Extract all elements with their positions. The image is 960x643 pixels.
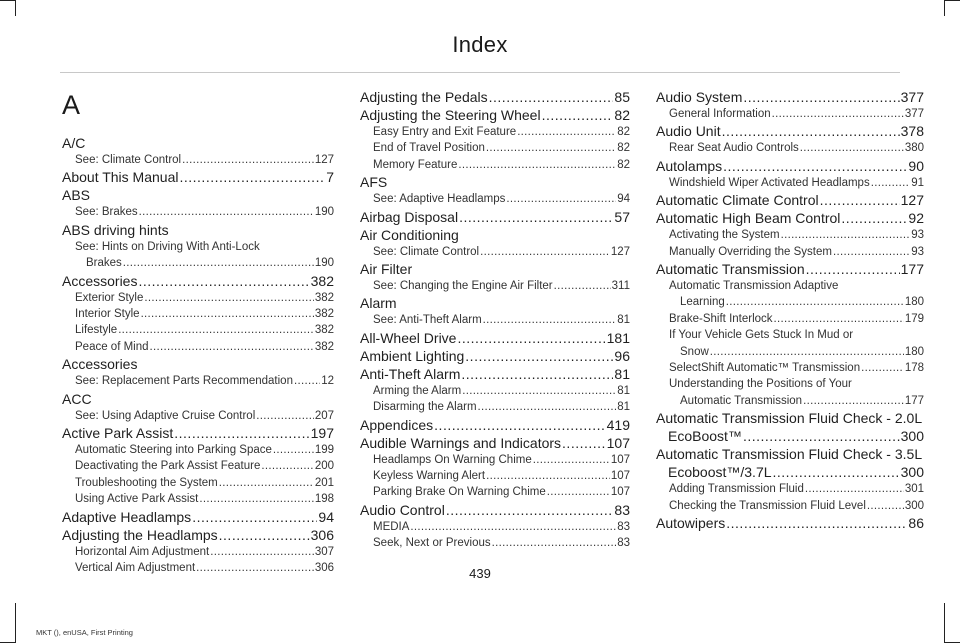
index-entry xyxy=(656,122,924,140)
dot-leader xyxy=(773,463,900,481)
entry-page-number[interactable]: 378 xyxy=(900,123,924,140)
crop-mark xyxy=(0,0,16,1)
entry-label: Adjusting the Headlamps xyxy=(62,526,218,543)
page-title: Index xyxy=(452,32,508,57)
entry-page-number[interactable]: 382 xyxy=(310,272,334,289)
index-entry xyxy=(656,260,924,278)
index-subentry xyxy=(360,399,630,415)
index-heading: Air Conditioning xyxy=(360,226,459,243)
dot-leader xyxy=(138,272,309,290)
dot-leader xyxy=(722,122,900,140)
entry-label: Horizontal Aim Adjustment xyxy=(75,545,210,558)
index-subentry xyxy=(62,152,334,168)
dot-leader xyxy=(800,140,904,156)
crop-mark xyxy=(15,0,16,16)
index-subentry xyxy=(360,244,630,260)
dot-leader xyxy=(192,508,317,526)
entry-label: Adjusting the Steering Wheel xyxy=(360,107,541,123)
dot-leader xyxy=(461,365,613,383)
entry-page-number[interactable]: 127 xyxy=(610,245,630,258)
dot-leader xyxy=(820,191,900,209)
entry-page-number[interactable]: 127 xyxy=(314,154,334,166)
index-subentry xyxy=(656,481,924,497)
dot-leader xyxy=(861,360,904,376)
entry-page-number[interactable]: 177 xyxy=(900,261,924,278)
entry-page-number[interactable]: 81 xyxy=(617,314,630,327)
dot-leader xyxy=(219,526,310,544)
entry-label: Accessories xyxy=(62,272,138,289)
entry-page-number[interactable]: 85 xyxy=(614,89,630,105)
entry-page-number[interactable]: 107 xyxy=(610,470,630,483)
index-heading: Alarm xyxy=(360,295,397,312)
dot-leader xyxy=(726,294,904,310)
index-subentry xyxy=(360,278,630,294)
index-subentry xyxy=(360,484,630,500)
entry-label: General Information xyxy=(669,108,771,120)
entry-page-number[interactable]: 181 xyxy=(606,329,630,346)
dot-leader xyxy=(803,393,904,409)
index-entry xyxy=(360,416,630,434)
entry-label: SelectShift Automatic™ Transmission xyxy=(669,362,861,375)
dot-leader xyxy=(723,157,907,175)
index-subentry xyxy=(656,360,924,376)
entry-page-number[interactable]: 190 xyxy=(314,206,334,219)
entry-page-number[interactable]: 300 xyxy=(904,499,924,512)
index-subentry xyxy=(360,519,630,535)
entry-label: Autowipers xyxy=(656,515,726,532)
entry-page-number[interactable]: 178 xyxy=(904,362,924,375)
dot-leader xyxy=(294,373,320,389)
dot-leader xyxy=(486,140,616,156)
index-heading: Automatic Transmission Fluid Check - 3.5L xyxy=(656,446,923,463)
entry-label: See: Climate Control xyxy=(75,154,182,166)
index-entry xyxy=(656,157,924,175)
entry-page-number[interactable]: 306 xyxy=(314,562,334,575)
dot-leader xyxy=(123,255,314,271)
entry-page-number[interactable]: 199 xyxy=(314,444,334,457)
crop-mark xyxy=(944,603,945,643)
entry-page-number[interactable]: 382 xyxy=(314,340,334,353)
entry-page-number[interactable]: 82 xyxy=(617,142,630,155)
entry-page-number[interactable]: 300 xyxy=(900,464,924,481)
dot-leader xyxy=(256,408,314,424)
index-subentry: Understanding the Positions of Your xyxy=(669,378,852,391)
index-entry xyxy=(62,526,334,544)
dot-leader xyxy=(781,227,911,243)
dot-leader xyxy=(182,152,314,168)
page-number: 439 xyxy=(469,566,491,581)
index-entry xyxy=(62,508,334,526)
index-heading: Automatic Transmission Fluid Check - 2.0L xyxy=(656,410,923,427)
entry-page-number[interactable]: 180 xyxy=(904,296,924,309)
entry-label: See: Brakes xyxy=(75,206,138,219)
entry-label: Audible Warnings and Indicators xyxy=(360,434,562,451)
crop-mark xyxy=(944,0,960,1)
entry-page-number[interactable]: 96 xyxy=(614,347,630,364)
dot-leader xyxy=(139,204,314,220)
entry-label: Automatic Steering into Parking Space xyxy=(75,444,272,457)
dot-leader xyxy=(562,434,606,452)
entry-label: Brake-Shift Interlock xyxy=(669,312,773,325)
footer-text: MKT (), enUSA, First Printing xyxy=(36,628,133,637)
dot-leader xyxy=(489,88,614,106)
entry-label: Active Park Assist xyxy=(62,425,174,442)
dot-leader xyxy=(774,311,904,327)
dot-leader xyxy=(806,260,900,278)
entry-label: Snow xyxy=(680,345,709,358)
entry-label: Deactivating the Park Assist Feature xyxy=(75,460,261,473)
entry-page-number[interactable]: 81 xyxy=(614,365,630,382)
index-subentry xyxy=(62,255,334,271)
dot-leader xyxy=(871,175,911,191)
dot-leader xyxy=(144,290,313,306)
index-subentry xyxy=(656,311,924,327)
index-heading: Accessories xyxy=(62,356,138,373)
index-subentry xyxy=(656,498,924,514)
index-entry xyxy=(360,434,630,452)
dot-leader xyxy=(533,452,610,468)
entry-page-number[interactable]: 127 xyxy=(900,192,924,209)
entry-label: Keyless Warning Alert xyxy=(373,470,486,483)
entry-page-number[interactable]: 311 xyxy=(611,280,630,293)
entry-page-number[interactable]: 377 xyxy=(900,89,924,105)
entry-label: Activating the System xyxy=(669,229,780,242)
entry-label: Arming the Alarm xyxy=(373,384,462,397)
entry-label: Adjusting the Pedals xyxy=(360,89,488,105)
entry-label: See: Replacement Parts Recommendation xyxy=(75,375,293,388)
index-entry xyxy=(360,347,630,365)
dot-leader xyxy=(150,339,314,355)
crop-mark xyxy=(15,603,16,643)
index-subentry xyxy=(360,452,630,468)
index-entry xyxy=(360,208,630,226)
index-subentry xyxy=(62,290,334,306)
index-subentry xyxy=(360,535,630,551)
index-subentry xyxy=(656,244,924,260)
index-subentry xyxy=(360,312,630,328)
entry-page-number[interactable]: 382 xyxy=(314,291,334,304)
entry-page-number[interactable]: 180 xyxy=(904,345,924,358)
entry-label: MEDIA xyxy=(373,520,410,533)
index-subentry xyxy=(360,191,630,207)
entry-label: Exterior Style xyxy=(75,291,144,304)
crop-mark xyxy=(944,0,945,16)
entry-label: Audio Unit xyxy=(656,123,721,140)
index-subentry xyxy=(62,204,334,220)
entry-page-number[interactable]: 382 xyxy=(314,308,334,321)
entry-page-number[interactable]: 200 xyxy=(314,460,334,473)
index-subentry xyxy=(656,140,924,156)
entry-label: See: Climate Control xyxy=(373,245,480,258)
index-column-2 xyxy=(360,88,630,552)
entry-page-number[interactable]: 83 xyxy=(614,501,630,518)
index-subentry xyxy=(656,344,924,360)
entry-label: Headlamps On Warning Chime xyxy=(373,453,532,466)
entry-page-number[interactable]: 93 xyxy=(911,245,924,258)
entry-label: Brakes xyxy=(86,257,122,270)
index-subentry: Automatic Transmission Adaptive xyxy=(669,280,839,293)
dot-leader xyxy=(483,312,617,328)
entry-label: Audio System xyxy=(656,89,743,105)
entry-label: Interior Style xyxy=(75,308,140,321)
entry-page-number[interactable]: 107 xyxy=(610,453,630,466)
dot-leader xyxy=(410,519,616,535)
entry-page-number[interactable]: 307 xyxy=(314,545,334,558)
index-subentry xyxy=(62,458,334,474)
entry-label: Automatic Transmission xyxy=(656,261,805,278)
entry-page-number[interactable]: 57 xyxy=(614,208,630,225)
entry-label: See: Adaptive Headlamps xyxy=(373,193,506,206)
dot-leader xyxy=(547,484,610,500)
entry-label: Windshield Wiper Activated Headlamps xyxy=(669,176,870,189)
entry-page-number[interactable]: 107 xyxy=(606,434,630,451)
dot-leader xyxy=(506,191,616,207)
entry-page-number[interactable]: 300 xyxy=(900,428,924,445)
index-subentry xyxy=(62,339,334,355)
dot-leader xyxy=(457,329,605,347)
index-entry xyxy=(360,329,630,347)
index-entry xyxy=(656,209,924,227)
entry-page-number[interactable]: 306 xyxy=(310,526,334,543)
entry-page-number[interactable]: 198 xyxy=(314,493,334,506)
entry-page-number[interactable]: 81 xyxy=(617,401,630,414)
entry-label: Autolamps xyxy=(656,157,723,174)
index-subentry xyxy=(62,475,334,491)
entry-page-number[interactable]: 179 xyxy=(904,312,924,325)
dot-leader xyxy=(118,322,314,338)
index-subentry: If Your Vehicle Gets Stuck In Mud or xyxy=(669,329,854,342)
index-subentry xyxy=(656,227,924,243)
index-heading: ABS xyxy=(62,187,91,204)
entry-page-number[interactable]: 197 xyxy=(310,425,334,442)
index-subentry xyxy=(62,544,334,560)
dot-leader xyxy=(458,157,616,173)
dot-leader xyxy=(261,458,313,474)
entry-page-number[interactable]: 91 xyxy=(911,176,924,189)
index-subentry xyxy=(360,124,630,140)
index-entry xyxy=(62,272,334,290)
entry-label: Using Active Park Assist xyxy=(75,493,199,506)
index-subentry xyxy=(656,294,924,310)
index-entry xyxy=(656,88,924,106)
entry-page-number[interactable]: 81 xyxy=(617,384,630,397)
index-entry xyxy=(360,365,630,383)
index-subentry xyxy=(62,491,334,507)
index-heading: A/C xyxy=(62,135,86,151)
dot-leader xyxy=(805,481,904,497)
entry-label: Disarming the Alarm xyxy=(373,401,477,414)
entry-page-number[interactable]: 82 xyxy=(617,158,630,171)
entry-page-number[interactable]: 94 xyxy=(617,193,630,206)
index-subentry xyxy=(360,468,630,484)
index-heading: ACC xyxy=(62,390,92,407)
index-subentry: See: Hints on Driving With Anti-Lock xyxy=(75,240,260,253)
entry-page-number[interactable]: 86 xyxy=(908,515,924,532)
index-subentry xyxy=(62,408,334,424)
dot-leader xyxy=(726,514,907,532)
entry-label: Appendices xyxy=(360,416,434,433)
dot-leader xyxy=(459,208,613,226)
dot-leader xyxy=(174,424,309,442)
entry-page-number[interactable]: 377 xyxy=(904,108,924,120)
entry-page-number[interactable]: 92 xyxy=(908,210,924,227)
entry-page-number[interactable]: 201 xyxy=(314,476,334,489)
entry-page-number[interactable]: 83 xyxy=(617,537,630,550)
entry-label: Automatic High Beam Control xyxy=(656,210,841,227)
entry-label: Adaptive Headlamps xyxy=(62,508,192,525)
entry-label: Adding Transmission Fluid xyxy=(669,483,804,496)
dot-leader xyxy=(542,106,614,124)
entry-label: About This Manual xyxy=(62,169,179,186)
dot-leader xyxy=(492,535,617,551)
entry-label: Vertical Aim Adjustment xyxy=(75,562,196,575)
entry-page-number[interactable]: 12 xyxy=(321,375,334,388)
entry-label: Learning xyxy=(680,296,725,309)
dot-leader xyxy=(179,168,325,186)
index-subentry xyxy=(360,383,630,399)
index-subentry xyxy=(360,157,630,173)
entry-label: See: Using Adaptive Cruise Control xyxy=(75,409,256,422)
dot-leader xyxy=(446,501,614,519)
index-entry xyxy=(656,514,924,532)
entry-label: See: Changing the Engine Air Filter xyxy=(373,280,553,293)
entry-label: All-Wheel Drive xyxy=(360,329,457,346)
section-letter: A xyxy=(62,90,81,120)
entry-label: Automatic Climate Control xyxy=(656,192,819,209)
entry-label: Airbag Disposal xyxy=(360,208,459,225)
index-column-3 xyxy=(656,88,924,532)
entry-label: Seek, Next or Previous xyxy=(373,537,491,550)
index-subentry xyxy=(656,175,924,191)
index-column-1 xyxy=(62,88,334,577)
dot-leader xyxy=(141,306,314,322)
entry-label: Ambient Lighting xyxy=(360,347,465,364)
dot-leader xyxy=(465,347,613,365)
index-subentry xyxy=(360,140,630,156)
entry-label: Anti-Theft Alarm xyxy=(360,365,461,382)
entry-label: Manually Overriding the System xyxy=(669,245,832,258)
dot-leader xyxy=(743,88,899,106)
entry-page-number[interactable]: 177 xyxy=(904,394,924,407)
entry-label: EcoBoost™ xyxy=(668,428,742,445)
entry-page-number[interactable]: 83 xyxy=(617,520,630,533)
dot-leader xyxy=(743,427,900,445)
entry-page-number[interactable]: 301 xyxy=(904,483,924,496)
dot-leader xyxy=(517,124,616,140)
dot-leader xyxy=(434,416,605,434)
entry-page-number[interactable]: 382 xyxy=(314,324,334,337)
index-subentry xyxy=(62,442,334,458)
dot-leader xyxy=(841,209,907,227)
entry-label: Ecoboost™/3.7L xyxy=(668,464,772,481)
entry-label: Troubleshooting the System xyxy=(75,476,218,489)
index-entry xyxy=(656,463,924,481)
dot-leader xyxy=(710,344,904,360)
entry-page-number[interactable]: 93 xyxy=(911,229,924,242)
entry-page-number[interactable]: 419 xyxy=(606,416,630,433)
index-entry xyxy=(360,106,630,124)
entry-page-number[interactable]: 207 xyxy=(314,409,334,422)
entry-label: See: Anti-Theft Alarm xyxy=(373,314,482,327)
entry-label: Parking Brake On Warning Chime xyxy=(373,486,546,499)
entry-label: Audio Control xyxy=(360,501,445,518)
entry-label: Peace of Mind xyxy=(75,340,149,353)
dot-leader xyxy=(273,442,314,458)
dot-leader xyxy=(554,278,611,294)
entry-page-number[interactable]: 90 xyxy=(908,157,924,174)
index-subentry xyxy=(62,373,334,389)
dot-leader xyxy=(867,498,904,514)
index-entry xyxy=(62,168,334,186)
entry-label: Rear Seat Audio Controls xyxy=(669,142,799,155)
index-subentry xyxy=(62,322,334,338)
index-entry xyxy=(656,191,924,209)
entry-page-number[interactable]: 94 xyxy=(318,508,334,525)
dot-leader xyxy=(772,106,904,122)
header-divider xyxy=(60,72,900,73)
index-subentry xyxy=(62,306,334,322)
dot-leader xyxy=(480,244,610,260)
entry-page-number[interactable]: 82 xyxy=(617,126,630,138)
entry-page-number[interactable]: 107 xyxy=(610,486,630,499)
index-heading: Air Filter xyxy=(360,261,413,278)
index-entry xyxy=(656,427,924,445)
entry-label: Checking the Transmission Fluid Level xyxy=(669,499,866,512)
entry-label: Automatic Transmission xyxy=(680,394,803,407)
entry-label: End of Travel Position xyxy=(373,142,485,155)
entry-page-number[interactable]: 82 xyxy=(614,107,630,123)
index-heading: AFS xyxy=(360,174,388,191)
entry-page-number[interactable]: 190 xyxy=(314,257,334,270)
index-entry xyxy=(360,88,630,106)
dot-leader xyxy=(833,244,910,260)
dot-leader xyxy=(478,399,617,415)
index-subentry xyxy=(656,393,924,409)
entry-page-number[interactable]: 7 xyxy=(326,169,334,186)
dot-leader xyxy=(486,468,610,484)
dot-leader xyxy=(462,383,616,399)
index-entry xyxy=(62,424,334,442)
index-entry xyxy=(360,501,630,519)
index-heading: ABS driving hints xyxy=(62,221,169,238)
entry-label: Lifestyle xyxy=(75,324,118,337)
entry-label: Memory Feature xyxy=(373,158,458,171)
entry-label: Easy Entry and Exit Feature xyxy=(373,126,517,138)
entry-page-number[interactable]: 380 xyxy=(904,142,924,155)
index-subentry xyxy=(656,106,924,122)
dot-leader xyxy=(199,491,313,507)
dot-leader xyxy=(219,475,314,491)
dot-leader xyxy=(210,544,314,560)
